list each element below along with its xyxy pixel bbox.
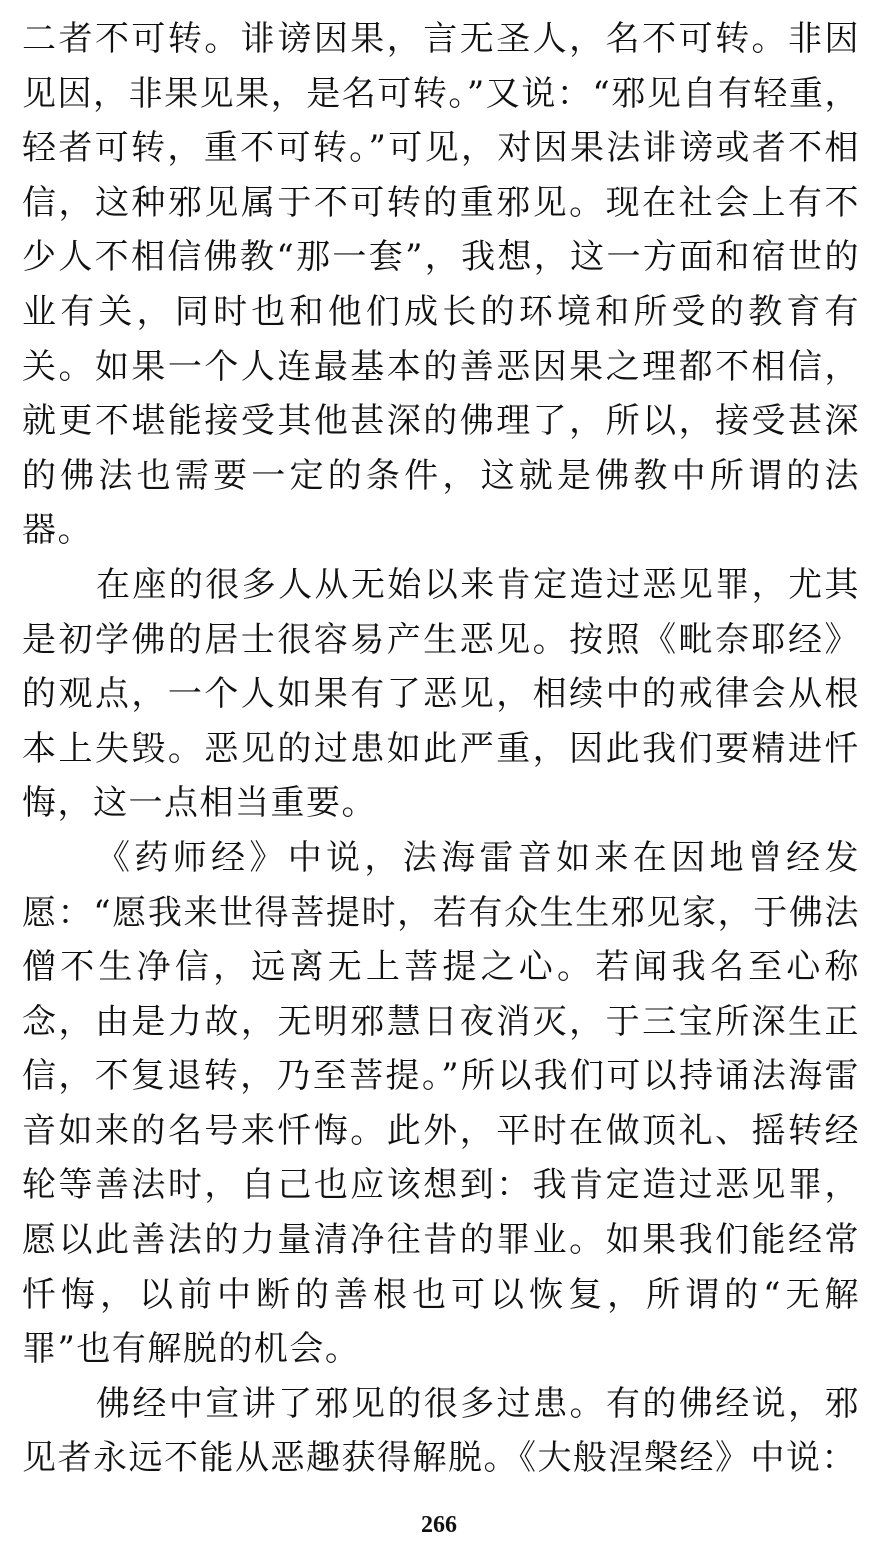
paragraph-3: 《药师经》中说，法海雷音如来在因地曾经发愿：“愿我来世得菩提时，若有众生生邪见家，于佛法僧不生净信，远离无上菩提之心。若闻我名至心称念，由是力故，无明邪慧日夜消灭，于三宝所深生正信，不复退转，乃至菩提。”所以我们可以持诵法海雷音如来的名号来忏悔。此外，平时在做顶礼、摇转经轮等善法时，自己也应该想到：我肯定造过恶见罪，愿以此善法的力量清净往昔的罪业。如果我们能经常忏悔，以前中断的善根也可以恢复，所谓的“无解罪”也有解脱的机会。 [22, 837, 860, 1370]
paragraph-2: 在座的很多人从无始以来肯定造过恶见罪，尤其是初学佛的居士很容易产生恶见。按照《毗奈耶经》的观点，一个人如果有了恶见，相续中的戒律会从根本上失毁。恶见的过患如此严重，因此我们要精进忏悔，这一点相当重要。 [22, 564, 860, 824]
paragraph-1: 二者不可转。诽谤因果，言无圣人，名不可转。非因见因，非果见果，是名可转。”又说：“邪见自有轻重，轻者可转，重不可转。”可见，对因果法诽谤或者不相信，这种邪见属于不可转的重邪见。现在社会上有不少人不相信佛教“那一套”，我想，这一方面和宿世的业有关，同时也和他们成长的环境和所受的教育有关。如果一个人连最基本的善恶因果之理都不相信，就更不堪能接受其他甚深的佛理了，所以，接受甚深的佛法也需要一定的条件，这就是佛教中所谓的法器。 [22, 19, 860, 551]
paragraph-4: 佛经中宣讲了邪见的很多过患。有的佛经说，邪见者永远不能从恶趣获得解脱。《大般涅槃经》中说： [22, 1383, 860, 1479]
page-number: 266 [421, 1512, 457, 1538]
page-body [22, 12, 860, 1486]
